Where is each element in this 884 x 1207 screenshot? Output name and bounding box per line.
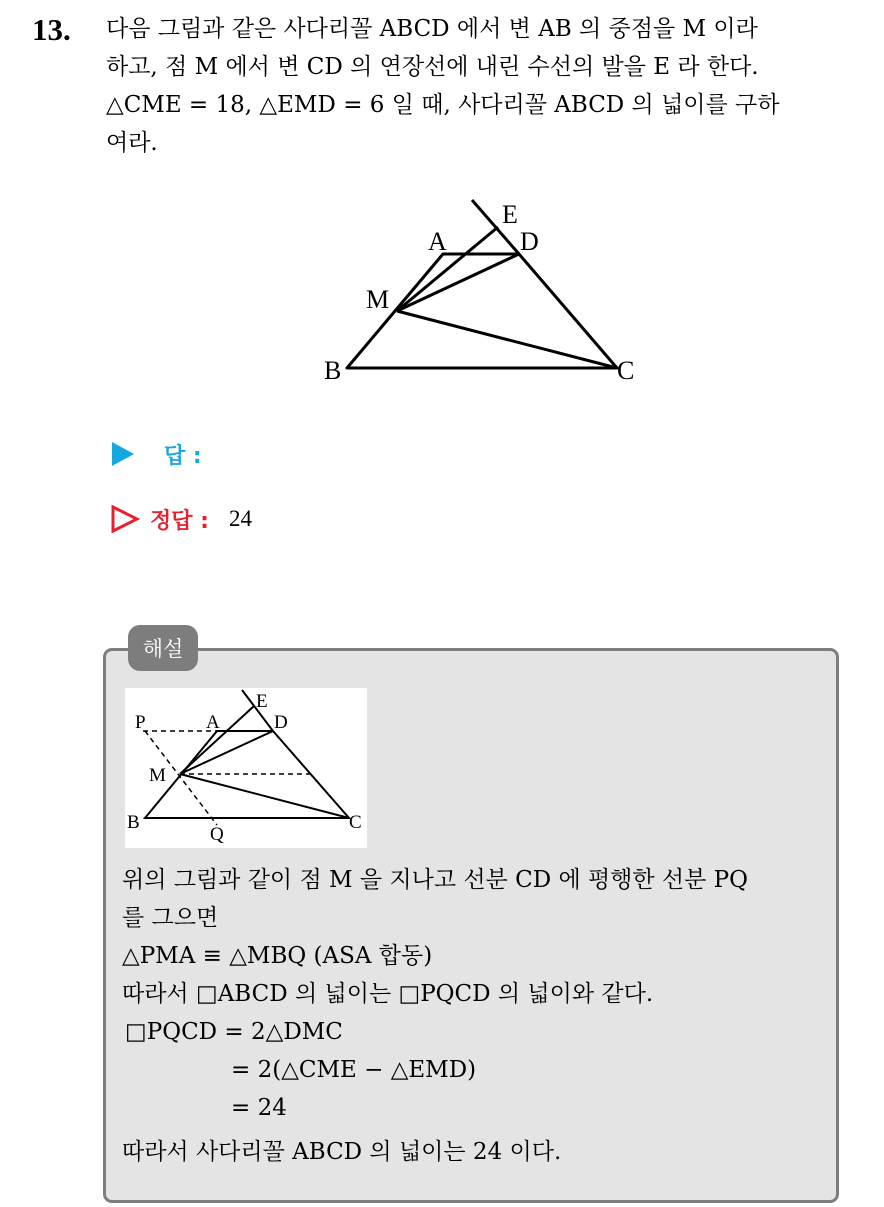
sol-label-d: D: [274, 712, 288, 733]
correct-answer-row: [110, 502, 252, 536]
label-m: M: [366, 285, 390, 314]
question-line: 여라.: [106, 130, 158, 156]
label-e: E: [502, 200, 518, 229]
outline-play-icon: [110, 505, 140, 533]
correct-answer-value: 24: [228, 506, 252, 531]
question-line: 다음 그림과 같은 사다리꼴 ABCD 에서 변 AB 의 중점을 M 이라: [106, 16, 758, 42]
answer-label: 답 :: [164, 443, 202, 469]
solution-text: [122, 861, 832, 1171]
solution-line: 따라서 사다리꼴 ABCD 의 넓이는 24 이다.: [122, 1139, 562, 1165]
solution-tab: 해설: [128, 625, 198, 671]
sol-label-q: Q: [210, 824, 224, 845]
sol-label-e: E: [256, 691, 268, 712]
correct-answer-label: 정답 :: [150, 508, 209, 534]
sol-label-b: B: [127, 812, 140, 833]
solution-line: = 2(△CME − △EMD): [231, 1057, 477, 1083]
solution-line: = 24: [231, 1095, 287, 1121]
solution-figure: [125, 688, 367, 848]
solution-line: 위의 그림과 같이 점 M 을 지나고 선분 CD 에 평행한 선분 PQ: [122, 867, 749, 893]
solution-line: 따라서 □ABCD 의 넓이는 □PQCD 의 넓이와 같다.: [122, 981, 654, 1007]
question-line: 하고, 점 M 에서 변 CD 의 연장선에 내린 수선의 발을 E 라 한다.: [106, 54, 759, 80]
label-a: A: [428, 227, 447, 256]
sol-label-c: C: [349, 812, 362, 833]
trapezoid-figure: [310, 195, 650, 395]
solution-line: 를 그으면: [122, 905, 219, 931]
question-line: △CME = 18, △EMD = 6 일 때, 사다리꼴 ABCD 의 넓이를 구하: [106, 92, 780, 118]
answer-row: [110, 437, 202, 471]
label-c: C: [617, 356, 635, 385]
sol-label-m: M: [149, 765, 166, 786]
question-text: [106, 10, 866, 162]
sol-label-p: P: [135, 712, 146, 733]
solution-line: △PMA ≡ △MBQ (ASA 합동): [122, 943, 433, 969]
sol-label-a: A: [206, 712, 220, 733]
play-icon: [110, 441, 136, 467]
label-d: D: [520, 227, 539, 256]
question-number: 13.: [32, 12, 71, 47]
solution-line: □PQCD = 2△DMC: [125, 1019, 343, 1045]
label-b: B: [324, 356, 342, 385]
